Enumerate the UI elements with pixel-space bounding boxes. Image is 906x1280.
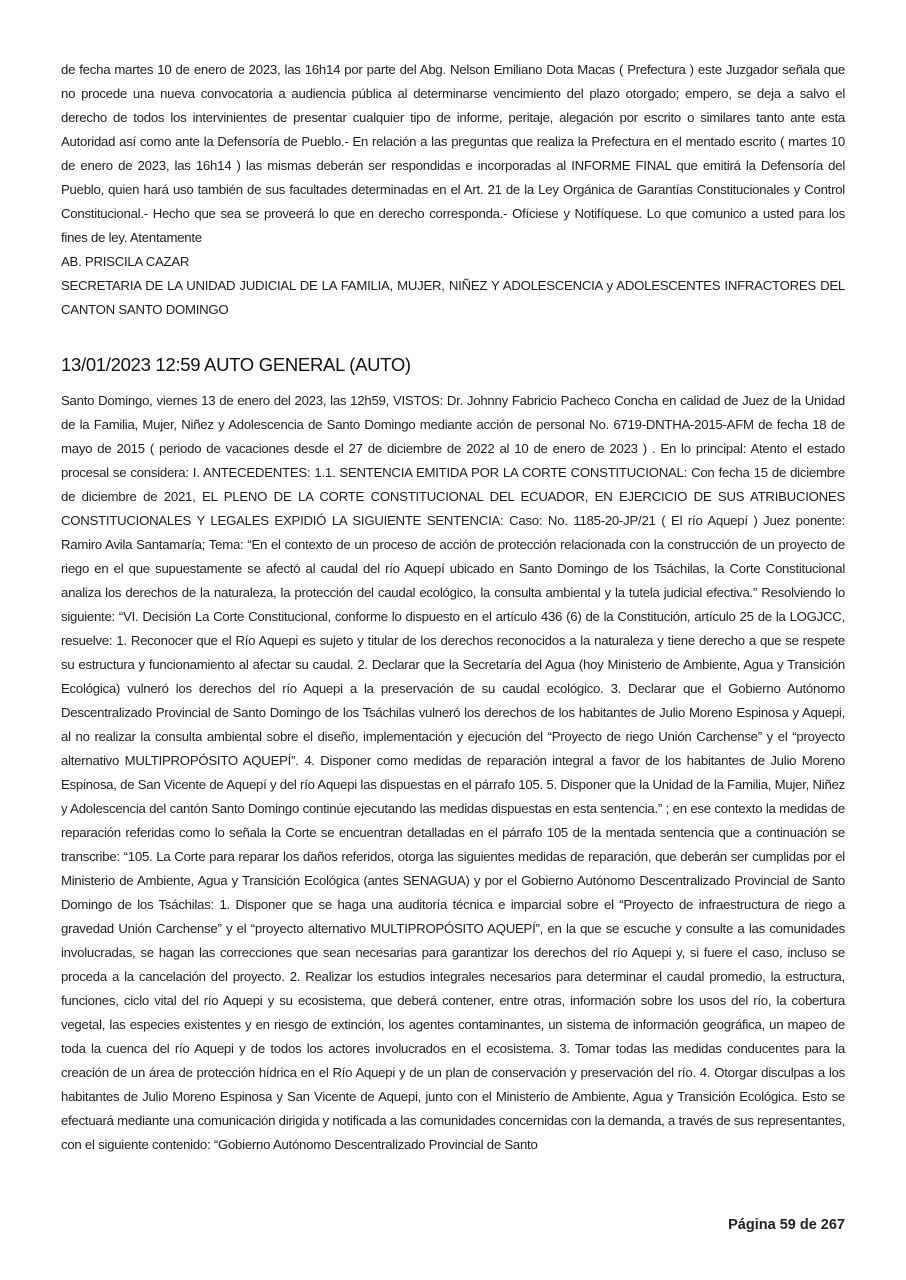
entry-paragraph: Santo Domingo, viernes 13 de enero del 2023, las 12h59, VISTOS: Dr. Johnny Fabricio Pacheco Concha en calidad de Juez de la Unidad de la Familia, Mujer, Niñez y Adolescencia de Santo Domingo mediante acción de personal No. 6719-DNTHA-2015-AFM de fecha 18 de mayo de 2015 ( periodo de vacaciones desde el 27 de diciembre de 2022 al 10 de enero de 2023 ) . En lo principal: Atento el estado procesal se considera: I. ANTECEDENTES: 1.1. SENTENCIA EMITIDA POR LA CORTE CONSTITUCIONAL: Con fecha 15 de diciembre de diciembre de 2021, EL PLENO DE LA CORTE CONSTITUCIONAL DEL ECUADOR, EN EJERCICIO DE SUS ATRIBUCIONES CONSTITUCIONALES Y LEGALES EXPIDIÓ LA SIGUIENTE SENTENCIA: Caso: No. 1185-20-JP/21 ( El río Aquepí ) Juez ponente: Ramiro Avila Santamaría; Tema: “En el contexto de un proceso de acción de protección relacionada con la construcción de un proyecto de riego en el que supuestamente se afectó al caudal del río Aquepí ubicado en Santo Domingo de los Tsáchilas, la Corte Constitucional analiza los derechos de la naturaleza, la protección del caudal ecológico, la consulta ambiental y la tutela judicial efectiva.” Resolviendo lo siguiente: “VI. Decisión La Corte Constitucional, conforme lo dispuesto en el artículo 436 (6) de la Constitución, artículo 25 de la LOGJCC, resuelve: 1. Reconocer que el Río Aquepi es sujeto y titular de los derechos reconocidos a la naturaleza y tiene derecho a que se respete su estructura y funcionamiento al afectar su caudal. 2. Declarar que la Secretaría del Agua (hoy Ministerio de Ambiente, Agua y Transición Ecológica) vulneró los derechos del río Aquepi a la preservación de su caudal ecológico. 3. Declarar que el Gobierno Autónomo Descentralizado Provincial de Santo Domingo de los Tsáchilas vulneró los derechos de los habitantes de Julio Moreno Espinosa y Aquepi, al no realizar la consulta ambiental sobre el diseño, implementación y ejecución del “Proyecto de riego Unión Carchense” y el “proyecto alternativo MULTIPROPÓSITO AQUEPÍ”. 4. Disponer como medidas de reparación integral a favor de los habitantes de Julio Moreno Espinosa, de San Vicente de Aquepí y del río Aquepi las dispuestas en el párrafo 105. 5. Disponer que la Unidad de la Familia, Mujer, Niñez y Adolescencia del cantón Santo Domingo continúe ejecutando las medidas dispuestas en esta sentencia.” ; en ese contexto la medidas de reparación referidas como lo señala la Corte se encuentran detalladas en el párrafo 105 de la mentada sentencia que a continuación se transcribe: “105. La Corte para reparar los daños referidos, otorga las siguientes medidas de reparación, que deberán ser cumplidas por el Ministerio de Ambiente, Agua y Transición Ecológica (antes SENAGUA) y por el Gobierno Autónomo Descentralizado Provincial de Santo Domingo de los Tsáchilas: 1. Disponer que se haga una auditoría técnica e imparcial sobre el “Proyecto de infraestructura de riego a gravedad Unión Carchense” y el “proyecto alternativo MULTIPROPÓSITO AQUEPÍ”, en la que se escuche y consulte a las comunidades involucradas, se hagan las correcciones que sean necesarias para garantizar los derechos del río Aquepi y, si fuere el caso, incluso se proceda a la cancelación del proyecto. 2. Realizar los estudios integrales necesarios para determinar el caudal promedio, la estructura, funciones, ciclo vital del río Aquepi y su ecosistema, que deberá contener, entre otras, información sobre los usos del río, la cobertura vegetal, las especies existentes y en riesgo de extinción, los agentes contaminantes, un sistema de información geográfica, un mapeo de toda la cuenca del río Aquepi y de todos los actores involucrados en el ecosistema. 3. Tomar todas las medidas conducentes para la creación de un área de protección hídrica en el Río Aquepi y de un plan de conservación y preservación del río. 4. Otorgar disculpas a los habitantes de Julio Moreno Espinosa y San Vicente de Aquepi, junto con el Ministerio de Ambiente, Agua y Transición Ecológica. Esto se efectuará mediante una comunicación dirigida y notificada a las comunidades concernidas con la demanda, a través de sus representantes, con el siguiente contenido: “Gobierno Autónomo Descentralizado Provincial de Santo (61, 393, 845, 1152)
entry-heading: 13/01/2023 12:59 AUTO GENERAL (AUTO) (61, 354, 411, 375)
page-number: Página 59 de 267 (728, 1217, 845, 1233)
document-page-top (61, 58, 845, 322)
signatory-name: AB. PRISCILA CAZAR (61, 254, 190, 269)
signatory-title: SECRETARIA DE LA UNIDAD JUDICIAL DE LA FAMILIA, MUJER, NIÑEZ Y ADOLESCENCIA y ADOLESCENTES INFRACTORES DEL CANTON SANTO DOMINGO (61, 278, 845, 317)
continuation-paragraph: de fecha martes 10 de enero de 2023, las 16h14 por parte del Abg. Nelson Emiliano Dota Macas ( Prefectura ) este Juzgador señala que no procede una nueva convocatoria a audiencia pública al determinarse vencimiento del plazo otorgado; empero, se deja a salvo el derecho de todos los intervinientes de presentar cualquier tipo de informe, peritaje, alegación por escrito o similares tanto ante esta Autoridad así como ante la Defensoría de Pueblo.- En relación a las preguntas que realiza la Prefectura en el mentado escrito ( martes 10 de enero de 2023, las 16h14 ) las mismas deberán ser respondidas e incorporadas al INFORME FINAL que emitirá la Defensoría del Pueblo, quien hará uso también de sus facultades determinadas en el Art. 21 de la Ley Orgánica de Garantías Constitucionales y Control Constitucional.- Hecho que sea se proveerá lo que en derecho corresponda.- Ofíciese y Notifíquese. Lo que comunico a usted para los fines de ley. Atentamente (61, 62, 845, 245)
entry-body (61, 389, 845, 1157)
